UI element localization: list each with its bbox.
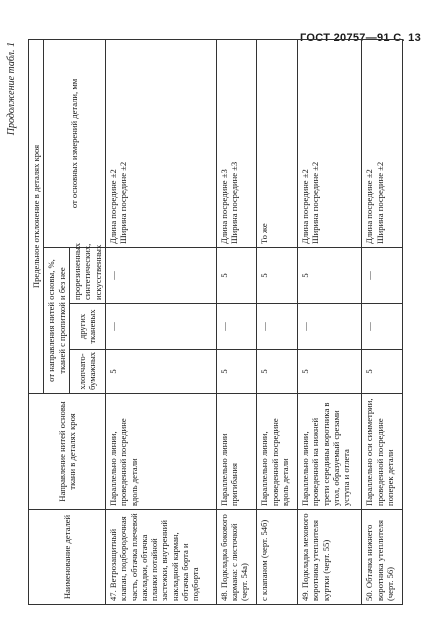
cell-other: — [362,304,403,350]
header-rubberized: прорезиненных синтетических, искусственных [69,248,105,304]
rotated-table-block [6,40,403,605]
continuation-label: Продолжение табл. 1 [6,42,17,136]
cell-part-name: 47. Ветрозащитный клапан, подбородочная часть, обтачка плечевой накладки, обтачка планки потайной застежки, внутренний накладной карман, обтачка борта и подборта [105,510,216,605]
deviation-table [28,39,403,605]
header-deviation-group: Предельное отклонение в деталях кроя [29,39,44,393]
cell-direction: Параллельно линии пригибания [216,394,257,510]
cell-other: — [257,304,298,350]
table-row [257,39,298,604]
cell-rubber: 5 [216,248,257,304]
cell-cotton: 5 [298,350,362,394]
cell-rubber: 5 [298,248,362,304]
header-other-fabric: других тканевых [69,304,105,350]
cell-other: — [216,304,257,350]
cell-tolerance: Длина посредине ±2 Ширина посредине ±2 [362,39,403,247]
cell-tolerance: Длина посредине ±3 Ширина посредине ±3 [216,39,257,247]
cell-rubber: — [362,248,403,304]
header-warp-deviation: от направления нитей основы, %, тканей с пропиткой и без нее [44,248,70,394]
cell-direction: Параллельно линии, проведенной на нижней трети середины воротника в угол, образуемый срезами уступа и отлета [298,394,362,510]
cell-tolerance: Длина посредине ±2 Ширина посредине ±2 [105,39,216,247]
table-row [362,39,403,604]
header-part-name: Наименование деталей [29,510,106,605]
cell-other: — [105,304,216,350]
cell-cotton: 5 [257,350,298,394]
cell-tolerance: То же [257,39,298,247]
cell-part-name: 49. Подкладка мехового воротника утеплителя куртки (черт. 55) [298,510,362,605]
cell-part-name: с клапаном (черт. 54б) [257,510,298,605]
cell-other: — [298,304,362,350]
table-row [298,39,362,604]
cell-direction: Параллельно оси симметрии, проведенной посредине поперек детали [362,394,403,510]
page-header: ГОСТ 20757—91 С. 13 [300,32,421,44]
cell-cotton: 5 [216,350,257,394]
header-dimension-deviation: от основных измерений детали, мм [44,39,106,247]
table-row [105,39,216,604]
cell-direction: Параллельно линии, проведенной посредине вдоль детали [105,394,216,510]
cell-tolerance: Длина посредине ±2 Ширина посредине ±2 [298,39,362,247]
cell-cotton: 5 [362,350,403,394]
header-cotton: хлопчато-бумажных [69,350,105,394]
cell-cotton: 5 [105,350,216,394]
cell-part-name: 48. Подкладка бокового кармана: с листочкой (черт. 54а) [216,510,257,605]
cell-part-name: 50. Обтачка нижнего воротника утеплителя (черт. 56) [362,510,403,605]
cell-direction: Параллельно линии, проведенной посредине вдоль детали [257,394,298,510]
cell-rubber: — [105,248,216,304]
header-warp-direction: Направление нитей основы ткани в деталях кроя [29,394,106,510]
table-row [216,39,257,604]
cell-rubber: 5 [257,248,298,304]
